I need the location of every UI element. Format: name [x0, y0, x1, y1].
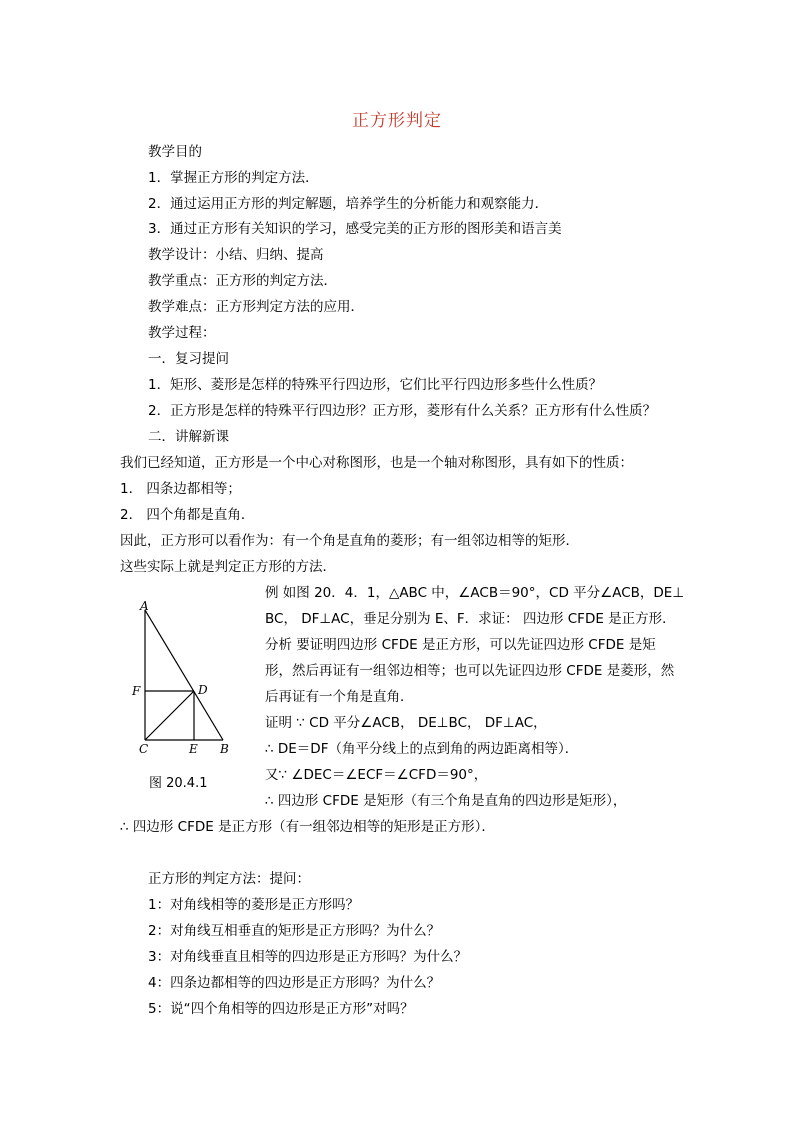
text-line: 因此，正方形可以看作为：有一个角是直角的菱形；有一组邻边相等的矩形．: [120, 533, 579, 549]
text-line: ∴ 四边形 CFDE 是矩形（有三个角是直角的四边形是矩形），: [265, 793, 627, 809]
figure-caption: 图 20.4.1: [149, 776, 208, 791]
label-d: D: [198, 683, 208, 697]
text-line: 2． 四个角都是直角．: [120, 507, 255, 523]
segment-cd: [145, 691, 194, 740]
page-title: 正方形判定: [352, 111, 442, 131]
text-line: 形，然后再证有一组邻边相等；也可以先证四边形 CFDE 是菱形，然: [265, 663, 675, 679]
text-line: 教学难点：正方形判定方法的应用．: [148, 299, 364, 315]
geometry-figure: [128, 598, 238, 758]
text-line: ∴ DE＝DF（角平分线上的点到角的两边距离相等）．: [265, 741, 579, 757]
label-f: F: [132, 684, 141, 698]
text-line: 1．矩形、菱形是怎样的特殊平行四边形，它们比平行四边形多些什么性质？: [148, 377, 603, 393]
text-line: 二．讲解新课: [148, 429, 229, 445]
text-line: 教学重点：正方形的判定方法．: [148, 273, 337, 289]
text-line: 教学目的: [148, 144, 202, 160]
text-line: 1． 四条边都相等；: [120, 481, 241, 497]
text-line: 我们已经知道，正方形是一个中心对称图形，也是一个轴对称图形，具有如下的性质：: [120, 455, 633, 471]
text-line: 4：四条边都相等的四边形是正方形吗？为什么？: [148, 975, 441, 991]
text-line: 又∵ ∠DEC＝∠ECF＝∠CFD＝90°，: [265, 767, 488, 783]
side-ab: [145, 610, 223, 740]
text-line: ∴ 四边形 CFDE 是正方形（有一组邻边相等的矩形是正方形）．: [120, 819, 495, 835]
label-e: E: [189, 742, 198, 756]
text-line: 这些实际上就是判定正方形的方法．: [120, 559, 336, 575]
text-line: 教学设计：小结、归纳、提高: [148, 247, 324, 263]
text-line: 教学过程：: [148, 325, 216, 341]
text-line: 2．通过运用正方形的判定解题，培养学生的分析能力和观察能力．: [148, 196, 549, 212]
text-line: 2．正方形是怎样的特殊平行四边形？正方形，菱形有什么关系？正方形有什么性质？: [148, 403, 657, 419]
text-line: 一．复习提问: [148, 351, 229, 367]
text-line: 正方形的判定方法：提问：: [148, 871, 310, 887]
text-line: 2：对角线互相垂直的矩形是正方形吗？为什么？: [148, 923, 441, 939]
label-c: C: [139, 742, 149, 756]
text-line: 后再证有一个角是直角．: [265, 689, 414, 705]
text-line: 例 如图 20．4．1，△ABC 中，∠ACB＝90°，CD 平分∠ACB，DE⊥: [265, 585, 685, 601]
text-line: 5：说“四个角相等的四边形是正方形”对吗？: [148, 1001, 414, 1017]
text-line: 证明 ∵ CD 平分∠ACB， DE⊥BC， DF⊥AC，: [265, 715, 547, 731]
text-line: 分析 要证明四边形 CFDE 是正方形，可以先证四边形 CFDE 是矩: [265, 637, 656, 653]
text-line: 3．通过正方形有关知识的学习，感受完美的正方形的图形美和语言美: [148, 221, 562, 237]
text-line: 1：对角线相等的菱形是正方形吗？: [148, 897, 360, 913]
label-b: B: [220, 742, 229, 756]
text-line: BC， DF⊥AC，垂足分别为 E、F．求证： 四边形 CFDE 是正方形．: [265, 611, 676, 627]
text-line: 3：对角线垂直且相等的四边形是正方形吗？为什么？: [148, 949, 468, 965]
text-line: 1．掌握正方形的判定方法．: [148, 170, 319, 186]
label-a: A: [140, 599, 149, 613]
